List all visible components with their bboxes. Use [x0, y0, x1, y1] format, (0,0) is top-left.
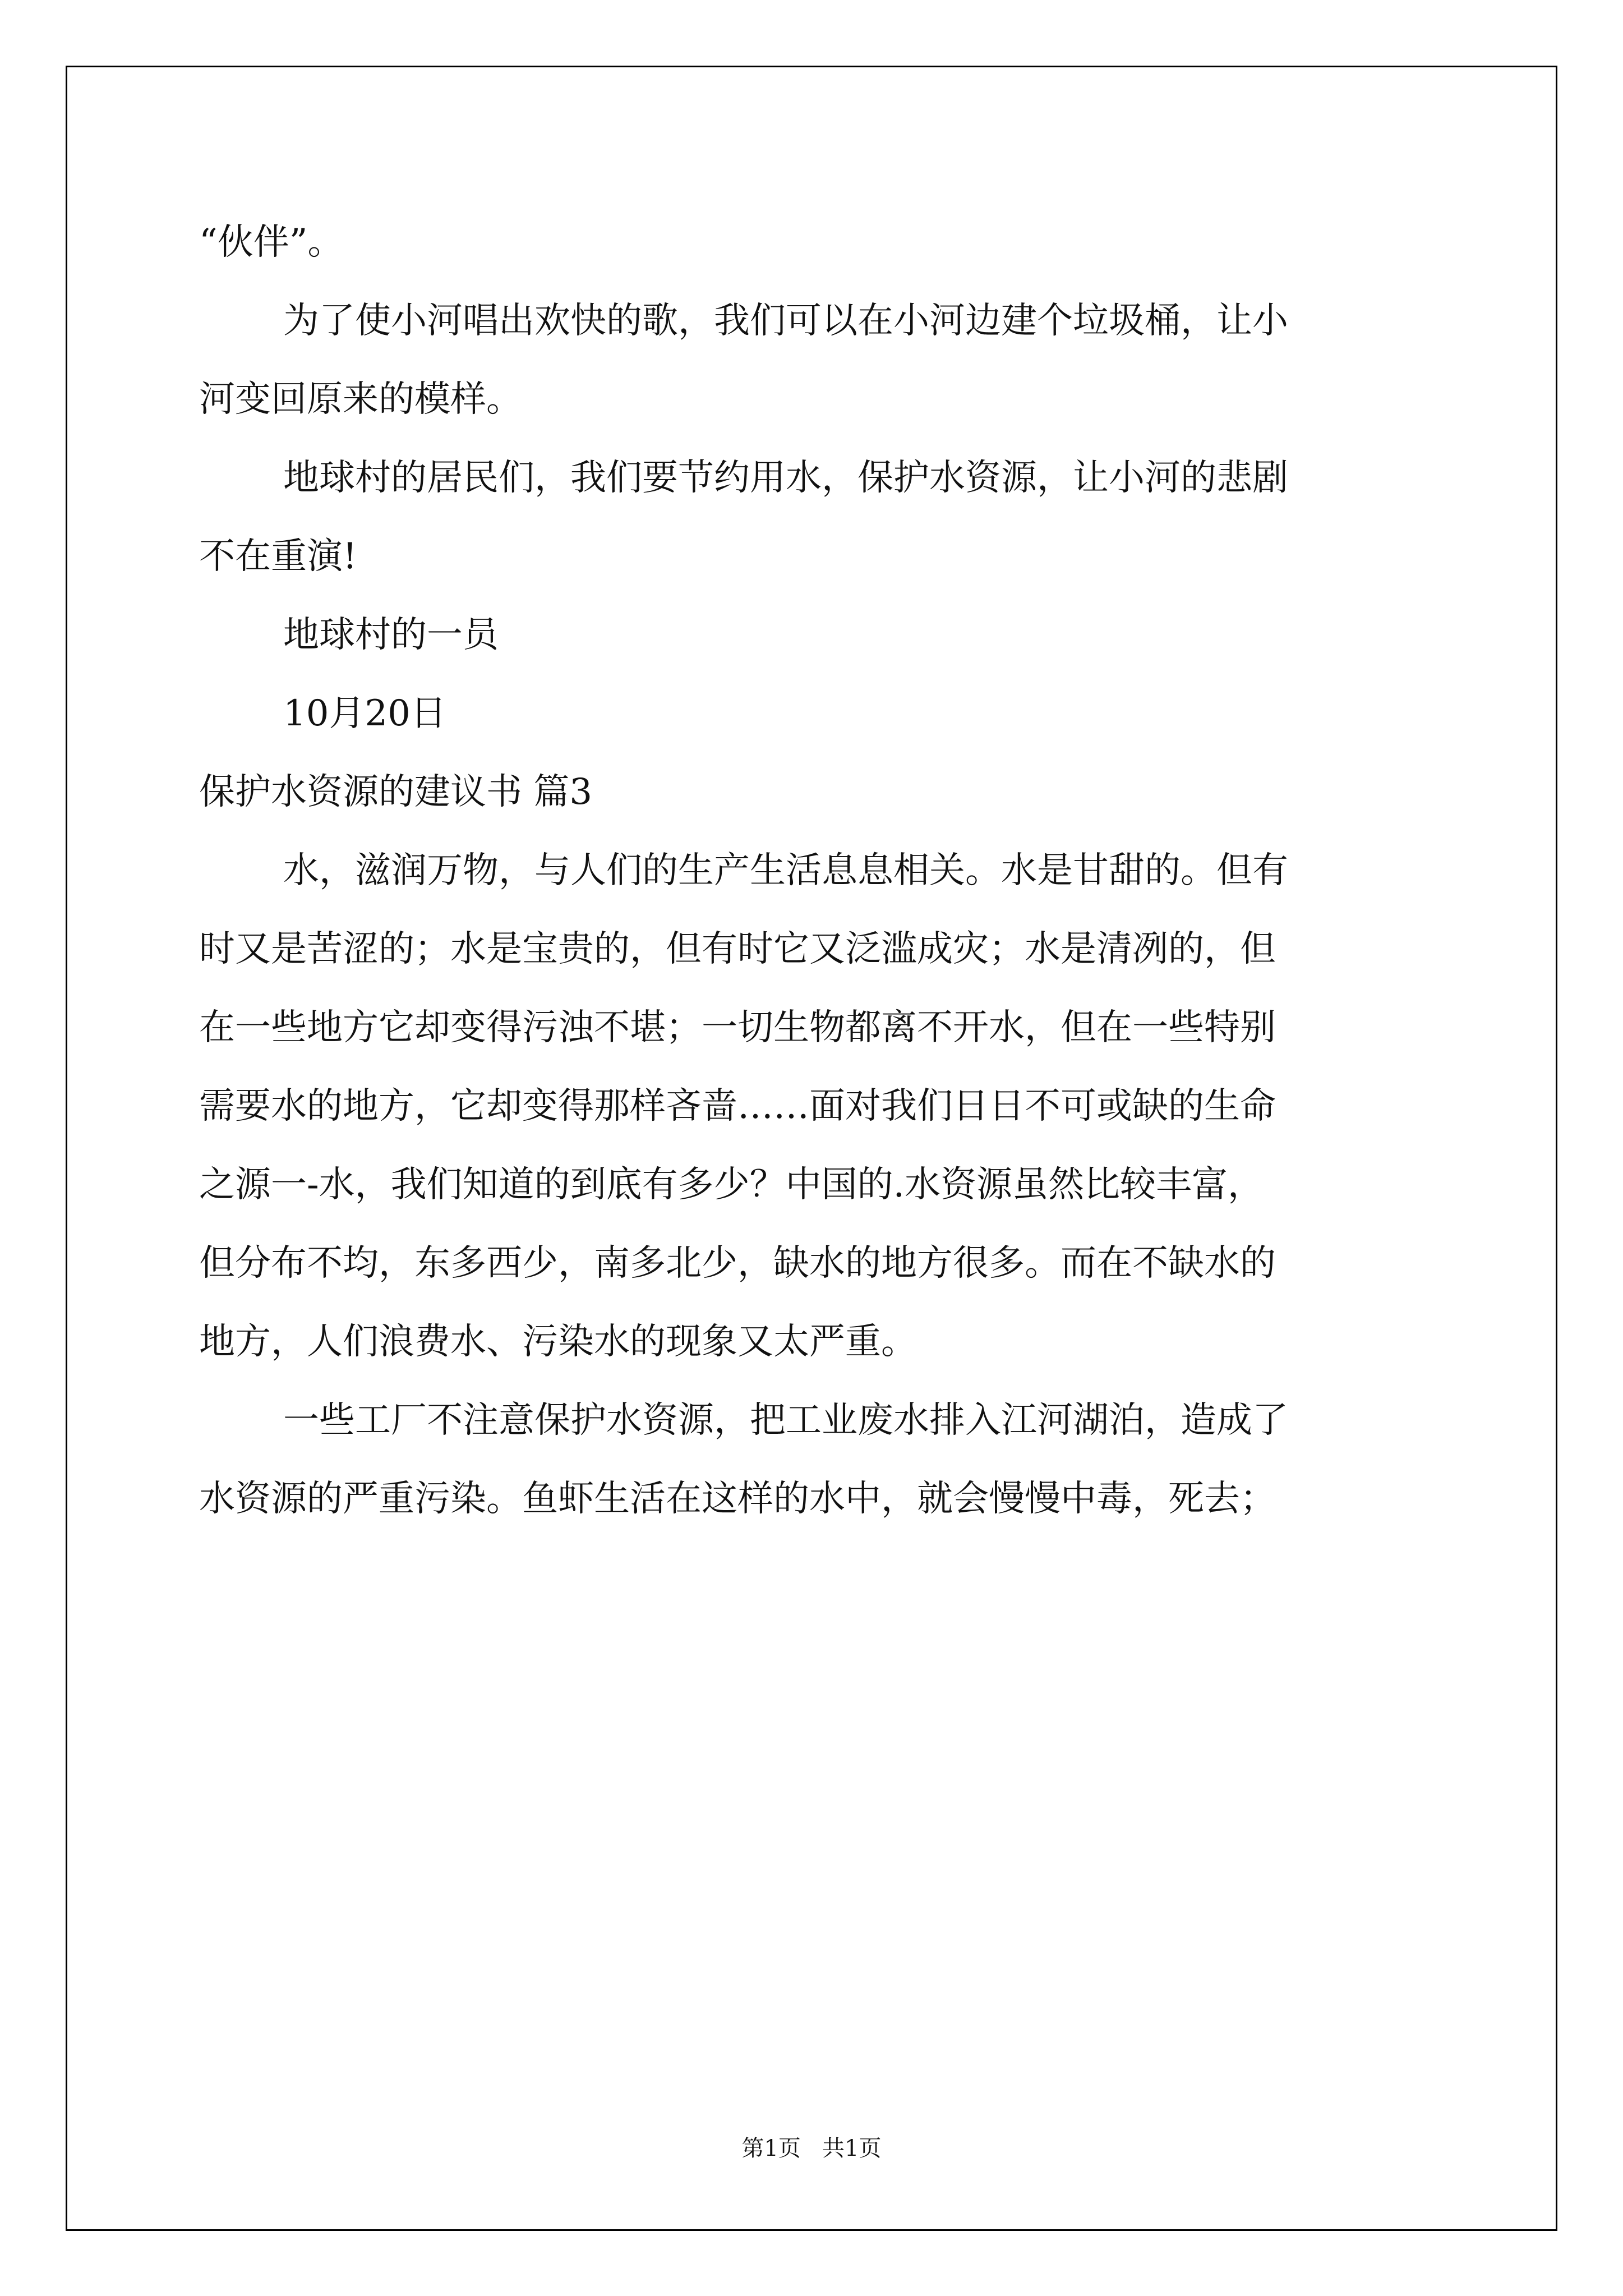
text-line: 为了使小河唱出欢快的歌，我们可以在小河边建个垃圾桶，让小 [283, 300, 1288, 342]
text-line: 不在重演! [199, 536, 357, 577]
text-line: “伙伴”。 [199, 222, 344, 263]
section-heading: 保护水资源的建议书 篇3 [199, 771, 593, 813]
text-line: 需要水的地方，它却变得那样吝啬……面对我们日日不可或缺的生命 [199, 1085, 1276, 1127]
text-line: 之源一-水，我们知道的到底有多少？中国的.水资源虽然比较丰富， [199, 1164, 1264, 1205]
text-line: 时又是苦涩的；水是宝贵的，但有时它又泛滥成灾；水是清冽的，但 [199, 928, 1276, 970]
text-line: 水，滋润万物，与人们的生产生活息息相关。水是甘甜的。但有 [283, 850, 1288, 891]
text-line: 一些工厂不注意保护水资源，把工业废水排入江河湖泊，造成了 [283, 1400, 1288, 1441]
page-footer: 第1页 共1页 [741, 2136, 882, 2161]
text-line: 河变回原来的模样。 [199, 379, 522, 420]
text-line: 10月20日 [283, 693, 446, 734]
text-line: 地球村的一员 [283, 614, 499, 656]
text-line: 地方，人们浪费水、污染水的现象又太严重。 [199, 1321, 917, 1363]
text-line: 地球村的居民们，我们要节约用水，保护水资源，让小河的悲剧 [283, 457, 1288, 499]
text-line: 水资源的严重污染。鱼虾生活在这样的水中，就会慢慢中毒，死去； [199, 1478, 1276, 1520]
text-line: 但分布不均，东多西少，南多北少，缺水的地方很多。而在不缺水的 [199, 1243, 1276, 1284]
text-line: 在一些地方它却变得污浊不堪；一切生物都离不开水，但在一些特别 [199, 1007, 1276, 1048]
